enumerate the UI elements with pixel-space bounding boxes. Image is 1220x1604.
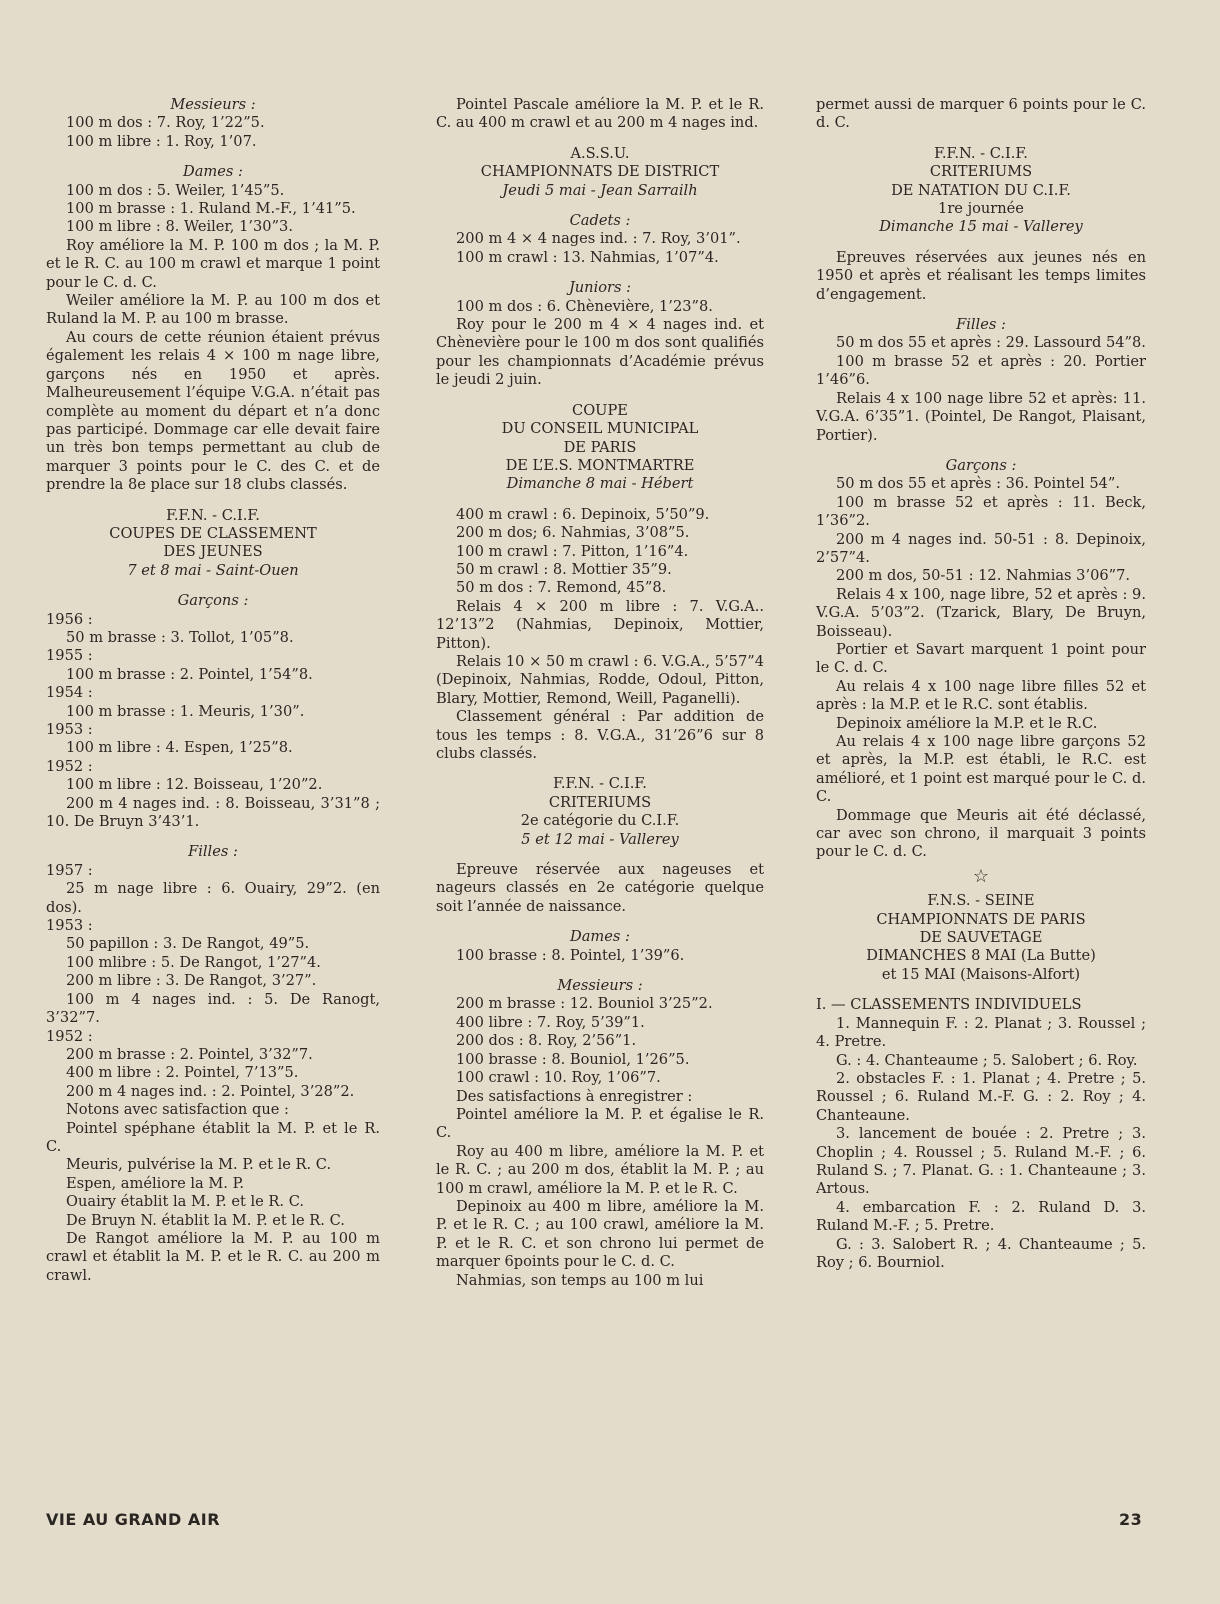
paragraph: 100 m crawl : 7. Pitton, 1’16”4. xyxy=(456,542,689,560)
paragraph: Roy améliore la M. P. 100 m dos ; la M. P. et le R. C. au 100 m crawl et marque 1 point pour le C. d. C. xyxy=(46,236,380,291)
section-heading: Filles : xyxy=(188,843,238,861)
paragraph: 100 m 4 nages ind. : 5. De Ranogt, 3’32”7. xyxy=(46,990,380,1027)
paragraph: Roy au 400 m libre, améliore la M. P. et le R. C. ; au 200 m dos, établit la M. P. ; au 100 m crawl, améliore la M. P. et le R. C. xyxy=(436,1142,764,1197)
paragraph: Epreuve réservée aux nageuses et nageurs classés en 2e catégorie quelque soit l’année de naissance. xyxy=(436,861,764,915)
paragraph: Nahmias, son temps au 100 m lui xyxy=(456,1271,704,1289)
paragraph: 50 m dos 55 et après : 29. Lassourd 54”8. xyxy=(836,334,1146,352)
paragraph: Pointel Pascale améliore la M. P. et le R. C. au 400 m crawl et au 200 m 4 nages ind. xyxy=(436,96,764,132)
section-heading: Dimanche 8 mai - Hébert xyxy=(506,475,694,493)
paragraph: 50 m dos 55 et après : 36. Pointel 54”. xyxy=(836,475,1121,493)
paragraph: 50 m brasse : 3. Tollot, 1’05”8. xyxy=(66,628,294,646)
spacer xyxy=(436,390,764,402)
paragraph: Roy pour le 200 m 4 × 4 nages ind. et Chènevière pour le 100 m dos sont qualifiés pour les championnats d’Académie prévus le jeudi 2 juin. xyxy=(436,316,764,389)
paragraph: Au relais 4 x 100 nage libre filles 52 et après : la M.P. et le R.C. sont établis. xyxy=(816,677,1146,714)
paragraph: Classement général : Par addition de tous les temps : 8. V.G.A., 31’26”6 sur 8 clubs classés. xyxy=(436,708,764,762)
paragraph: 50 m dos : 7. Remond, 45”8. xyxy=(456,579,667,597)
section-heading: Garçons : xyxy=(177,592,249,610)
section-heading: CHAMPIONNATS DE PARIS xyxy=(876,910,1086,928)
spacer xyxy=(436,200,764,212)
paragraph: 400 m crawl : 6. Depinoix, 5’50”9. xyxy=(456,505,710,523)
paragraph: 200 dos : 8. Roy, 2’56”1. xyxy=(456,1032,637,1050)
paragraph: 100 m brasse : 2. Pointel, 1’54”8. xyxy=(66,665,313,683)
section-heading: 7 et 8 mai - Saint-Ouen xyxy=(127,561,299,579)
spacer xyxy=(436,965,764,977)
column-3 xyxy=(816,96,1146,1272)
paragraph: 400 libre : 7. Roy, 5’39”1. xyxy=(456,1013,645,1031)
paragraph: G. : 4. Chanteaume ; 5. Salobert ; 6. Roy. xyxy=(836,1051,1138,1069)
paragraph: Epreuves réservées aux jeunes nés en 1950 et après et réalisant les temps limites d’engagement. xyxy=(816,248,1146,303)
paragraph: 1952 : xyxy=(46,757,93,775)
paragraph: 100 m dos : 6. Chènevière, 1’23”8. xyxy=(456,297,713,315)
paragraph: 50 papillon : 3. De Rangot, 49”5. xyxy=(66,935,310,953)
paragraph: Pointel améliore la M. P. et égalise le R. C. xyxy=(436,1105,764,1142)
section-heading: DU CONSEIL MUNICIPAL xyxy=(501,420,699,438)
section-heading: Messieurs : xyxy=(557,977,643,995)
paragraph: 200 m libre : 3. De Rangot, 3’27”. xyxy=(66,972,317,990)
magazine-name: VIE AU GRAND AIR xyxy=(46,1510,221,1529)
paragraph: 100 m crawl : 13. Nahmias, 1’07”4. xyxy=(456,248,719,266)
paragraph: 100 m brasse 52 et après : 20. Portier 1’46”6. xyxy=(816,352,1146,389)
section-heading: CHAMPIONNATS DE DISTRICT xyxy=(480,163,720,181)
paragraph: De Rangot améliore la M. P. au 100 m crawl et établit la M. P. et le R. C. au 200 m crawl. xyxy=(46,1229,380,1284)
paragraph: Espen, améliore la M. P. xyxy=(66,1174,245,1192)
spacer xyxy=(436,849,764,861)
section-heading: COUPES DE CLASSEMENT xyxy=(109,524,317,542)
spacer xyxy=(436,763,764,775)
spacer xyxy=(436,133,764,145)
paragraph: 1956 : xyxy=(46,610,93,628)
spacer xyxy=(46,831,380,843)
paragraph: 200 m 4 nages ind. : 8. Boisseau, 3’31”8 ; 10. De Bruyn 3’43’1. xyxy=(46,794,380,831)
spacer xyxy=(436,267,764,279)
paragraph: G. : 3. Salobert R. ; 4. Chanteaume ; 5. Roy ; 6. Bourniol. xyxy=(816,1235,1146,1271)
paragraph: 1952 : xyxy=(46,1027,93,1045)
column-2 xyxy=(436,96,764,1290)
paragraph: 100 m dos : 7. Roy, 1’22”5. xyxy=(66,114,265,132)
section-heading: F.F.N. - C.I.F. xyxy=(553,775,647,793)
spacer xyxy=(436,494,764,506)
paragraph: 100 m brasse 52 et après : 11. Beck, 1’36”2. xyxy=(816,493,1146,530)
section-heading: F.F.N. - C.I.F. xyxy=(934,144,1028,162)
paragraph: Relais 4 × 200 m libre : 7. V.G.A.. 12’13”2 (Nahmias, Depinoix, Mottier, Pitton). xyxy=(436,597,764,652)
paragraph: 1957 : xyxy=(46,861,93,879)
paragraph: 1954 : xyxy=(46,684,93,702)
section-heading: Dames : xyxy=(183,163,243,181)
paragraph: Des satisfactions à enregistrer : xyxy=(456,1087,693,1105)
paragraph: 100 brasse : 8. Bouniol, 1’26”5. xyxy=(456,1050,690,1068)
paragraph: 50 m crawl : 8. Mottier 35”9. xyxy=(456,560,672,578)
section-heading: CRITERIUMS xyxy=(929,163,1033,181)
paragraph: Au cours de cette réunion étaient prévus également les relais 4 × 100 m nage libre, garçons nés en 1950 et après. Malheureusement l’équipe V.G.A. n’était pas complète au moment du départ et n’a donc pas participé. Dommage car elle devait faire un très bon temps permettant au club de marquer 3 points pour le C. des C. et de prendre la 8e place sur 18 clubs classés. xyxy=(46,328,380,494)
section-heading: Messieurs : xyxy=(170,96,256,113)
section-heading: Dimanche 15 mai - Vallerey xyxy=(879,218,1083,236)
paragraph: 100 brasse : 8. Pointel, 1’39”6. xyxy=(456,946,685,964)
section-heading: Juniors : xyxy=(568,279,632,297)
section-heading: 1re journée xyxy=(938,200,1024,218)
paragraph: Relais 10 × 50 m crawl : 6. V.G.A., 5’57”4 (Depinoix, Nahmias, Rodde, Odoul, Pitton, Blary, Mottier, Remond, Weill, Paganelli). xyxy=(436,652,764,707)
spacer xyxy=(816,984,1146,996)
spacer xyxy=(816,237,1146,249)
paragraph: 200 m 4 nages ind. 50-51 : 8. Depinoix, 2’57”4. xyxy=(816,530,1146,566)
section-heading: F.F.N. - C.I.F. xyxy=(166,506,260,524)
section-heading: DE NATATION DU C.I.F. xyxy=(891,181,1071,199)
paragraph: 100 m libre : 1. Roy, 1’07. xyxy=(66,132,257,150)
paragraph: Notons avec satisfaction que : xyxy=(66,1101,289,1119)
section-heading: DE L’E.S. MONTMARTRE xyxy=(505,456,695,474)
paragraph: Pointel spéphane établit la M. P. et le R. C. xyxy=(46,1119,380,1155)
paragraph: 200 m dos; 6. Nahmias, 3’08”5. xyxy=(456,524,690,542)
paragraph: 100 m libre : 4. Espen, 1’25”8. xyxy=(66,739,293,757)
section-heading: DE SAUVETAGE xyxy=(919,929,1043,947)
paragraph: 1953 : xyxy=(46,917,93,935)
paragraph: 200 m dos, 50-51 : 12. Nahmias 3’06”7. xyxy=(836,567,1131,585)
paragraph: 100 m brasse : 1. Ruland M.-F., 1’41”5. xyxy=(66,200,356,218)
section-heading: Filles : xyxy=(956,316,1006,334)
paragraph: 200 m brasse : 12. Bouniol 3’25”2. xyxy=(456,995,713,1013)
paragraph: 4. embarcation F. : 2. Ruland D. 3. Ruland M.-F. ; 5. Pretre. xyxy=(816,1198,1146,1235)
paragraph: 1955 : xyxy=(46,647,93,665)
spacer xyxy=(816,133,1146,145)
paragraph: De Bruyn N. établit la M. P. et le R. C. xyxy=(66,1211,345,1229)
spacer xyxy=(816,445,1146,457)
paragraph: Ouairy établit la M. P. et le R. C. xyxy=(66,1193,304,1211)
spacer xyxy=(816,304,1146,316)
paragraph: 100 m libre : 12. Boisseau, 1’20”2. xyxy=(66,776,323,794)
column-1 xyxy=(46,96,380,1285)
section-heading: DIMANCHES 8 MAI (La Butte) xyxy=(866,947,1096,965)
paragraph: Depinoix améliore la M.P. et le R.C. xyxy=(836,714,1098,732)
paragraph: 100 m libre : 8. Weiler, 1’30”3. xyxy=(66,218,293,236)
paragraph: Relais 4 x 100, nage libre, 52 et après : 9. V.G.A. 5’03”2. (Tzarick, Blary, De Bruyn, Boisseau). xyxy=(816,585,1146,640)
section-heading: A.S.S.U. xyxy=(570,144,630,162)
paragraph: 100 m brasse : 1. Meuris, 1’30”. xyxy=(66,702,305,720)
section-heading: F.N.S. - SEINE xyxy=(927,892,1035,910)
section-heading: Garçons : xyxy=(945,456,1017,474)
spacer xyxy=(46,495,380,507)
section-heading: Cadets : xyxy=(569,212,631,230)
paragraph: 3. lancement de bouée : 2. Pretre ; 3. Choplin ; 4. Roussel ; 5. Ruland M.-F. ; 6. Ruland S. ; 7. Planat. G. : 1. Chanteaune ; 3. Artous. xyxy=(816,1125,1146,1198)
spacer xyxy=(46,580,380,592)
paragraph: Depinoix au 400 m libre, améliore la M. P. et le R. C. ; au 100 crawl, améliore la M. P. et le R. C. et son chrono lui permet de marquer 6points pour le C. d. C. xyxy=(436,1197,764,1271)
section-heading: et 15 MAI (Maisons-Alfort) xyxy=(881,965,1081,983)
spacer xyxy=(46,151,380,163)
paragraph: 100 m dos : 5. Weiler, 1’45”5. xyxy=(66,181,285,199)
paragraph: 200 m 4 × 4 nages ind. : 7. Roy, 3’01”. xyxy=(456,230,741,248)
section-heading: Dames : xyxy=(570,928,630,946)
paragraph: Relais 4 x 100 nage libre 52 et après: 11. V.G.A. 6’35”1. (Pointel, De Rangot, Plaisant, Portier). xyxy=(816,389,1146,444)
section-heading: 2e catégorie du C.I.F. xyxy=(520,812,680,830)
page-number: 23 xyxy=(1119,1510,1143,1529)
paragraph: Dommage que Meuris ait été déclassé, car avec son chrono, il marquait 3 points pour le C. d. C. xyxy=(816,806,1146,861)
paragraph: 1953 : xyxy=(46,721,93,738)
paragraph: 200 m brasse : 2. Pointel, 3’32”7. xyxy=(66,1045,313,1063)
section-heading: DE PARIS xyxy=(563,438,637,456)
section-heading: Jeudi 5 mai - Jean Sarrailh xyxy=(502,181,698,199)
section-heading: CRITERIUMS xyxy=(548,793,652,811)
paragraph: 25 m nage libre : 6. Ouairy, 29”2. (en dos). xyxy=(46,880,380,916)
paragraph: I. — CLASSEMENTS INDIVIDUELS xyxy=(816,996,1082,1014)
paragraph: 100 mlibre : 5. De Rangot, 1’27”4. xyxy=(66,953,321,971)
section-heading: ☆ xyxy=(972,865,990,887)
paragraph: permet aussi de marquer 6 points pour le C. d. C. xyxy=(816,96,1146,132)
section-heading: COUPE xyxy=(572,401,628,419)
paragraph: 1. Mannequin F. : 2. Planat ; 3. Roussel ; 4. Pretre. xyxy=(816,1014,1146,1051)
paragraph: 400 m libre : 2. Pointel, 7’13”5. xyxy=(66,1064,299,1082)
paragraph: Meuris, pulvérise la M. P. et le R. C. xyxy=(66,1156,332,1174)
spacer xyxy=(436,916,764,928)
section-heading: DES JEUNES xyxy=(163,543,263,561)
paragraph: Au relais 4 x 100 nage libre garçons 52 et après, la M.P. est établi, le R.C. est amélioré, et 1 point est marqué pour le C. d. C. xyxy=(816,733,1146,806)
paragraph: 2. obstacles F. : 1. Planat ; 4. Pretre ; 5. Roussel ; 6. Ruland M.-F. G. : 2. Roy ; 4. Chanteaune. xyxy=(816,1069,1146,1124)
section-heading: 5 et 12 mai - Vallerey xyxy=(521,830,679,848)
paragraph: 100 crawl : 10. Roy, 1’06”7. xyxy=(456,1069,661,1087)
paragraph: Portier et Savart marquent 1 point pour le C. d. C. xyxy=(816,640,1146,677)
paragraph: Weiler améliore la M. P. au 100 m dos et Ruland la M. P. au 100 m brasse. xyxy=(46,292,380,328)
paragraph: 200 m 4 nages ind. : 2. Pointel, 3’28”2. xyxy=(66,1082,355,1100)
